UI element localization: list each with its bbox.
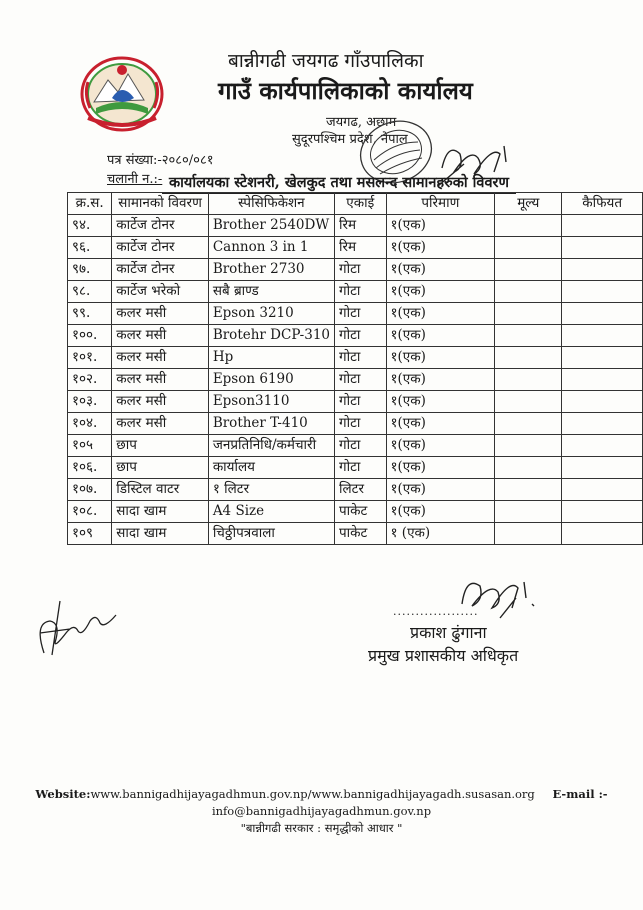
cell-unit: गोटा: [335, 369, 387, 391]
table-row: [68, 259, 643, 281]
cell-remarks: [562, 501, 643, 523]
cell-sn: १०४.: [68, 413, 112, 435]
office-name: गाउँ कार्यपालिकाको कार्यालय: [218, 76, 473, 105]
officer-title: प्रमुख प्रशासकीय अधिकृत: [368, 646, 519, 665]
table-row: [68, 215, 643, 237]
cell-item: छाप: [112, 457, 209, 479]
cell-unit: गोटा: [335, 457, 387, 479]
municipality-name: बान्नीगढी जयगढ गाँउपालिका: [228, 50, 424, 72]
cell-item: कार्टेज भरेको: [112, 281, 209, 303]
cell-remarks: [562, 237, 643, 259]
website-links[interactable]: www.bannigadhijayagadhmun.gov.np/www.bannigadhijayagadh.susasan.org: [90, 787, 535, 801]
cell-price: [495, 215, 562, 237]
cell-qty: १(एक): [386, 281, 495, 303]
cell-spec: Brother 2730: [208, 259, 334, 281]
cell-remarks: [562, 479, 643, 501]
cell-sn: १०९: [68, 523, 112, 545]
cell-item: कलर मसी: [112, 347, 209, 369]
cell-sn: १०५: [68, 435, 112, 457]
cell-qty: १ (एक): [386, 523, 495, 545]
cell-price: [495, 413, 562, 435]
cell-price: [495, 479, 562, 501]
table-row: [68, 281, 643, 303]
slogan: "बान्नीगढी सरकार : समृद्धीको आधार ": [240, 821, 403, 835]
email-address[interactable]: info@bannigadhijayagadhmun.gov.np: [211, 804, 432, 818]
table-row: [68, 237, 643, 259]
cell-unit: गोटा: [335, 259, 387, 281]
cell-price: [495, 303, 562, 325]
stationery-table: [67, 192, 643, 545]
signature-left-icon: [30, 593, 122, 661]
cell-item: कार्टेज टोनर: [112, 215, 209, 237]
col-header-sn: क्र.स.: [68, 193, 112, 215]
cell-remarks: [562, 347, 643, 369]
col-header-spec: स्पेसिफिकेशन: [208, 193, 334, 215]
table-row: [68, 369, 643, 391]
cell-remarks: [562, 413, 643, 435]
cell-price: [495, 237, 562, 259]
cell-unit: गोटा: [335, 413, 387, 435]
cell-unit: गोटा: [335, 303, 387, 325]
cell-spec: चिठ्ठीपत्रवाला: [208, 523, 334, 545]
cell-sn: ९८.: [68, 281, 112, 303]
cell-price: [495, 457, 562, 479]
cell-qty: १(एक): [386, 479, 495, 501]
table-row: [68, 391, 643, 413]
cell-spec: १ लिटर: [208, 479, 334, 501]
cell-unit: रिम: [335, 237, 387, 259]
cell-remarks: [562, 435, 643, 457]
cell-qty: १(एक): [386, 215, 495, 237]
cell-qty: १(एक): [386, 391, 495, 413]
cell-spec: Hp: [208, 347, 334, 369]
cell-remarks: [562, 281, 643, 303]
footer: [0, 786, 643, 837]
cell-spec: A4 Size: [208, 501, 334, 523]
cell-unit: गोटा: [335, 325, 387, 347]
cell-spec: जनप्रतिनिधि/कर्मचारी: [208, 435, 334, 457]
cell-sn: १०३.: [68, 391, 112, 413]
cell-sn: १०८.: [68, 501, 112, 523]
cell-spec: Cannon 3 in 1: [208, 237, 334, 259]
cell-unit: लिटर: [335, 479, 387, 501]
cell-item: कलर मसी: [112, 303, 209, 325]
cell-remarks: [562, 325, 643, 347]
table-row: [68, 523, 643, 545]
cell-unit: गोटा: [335, 391, 387, 413]
cell-spec: Epson 3210: [208, 303, 334, 325]
table-row: [68, 325, 643, 347]
table-row: [68, 347, 643, 369]
email-label: E-mail :-: [552, 787, 608, 801]
cell-sn: ९७.: [68, 259, 112, 281]
cell-remarks: [562, 259, 643, 281]
table-header-row: [68, 193, 643, 215]
table-row: [68, 501, 643, 523]
cell-unit: गोटा: [335, 347, 387, 369]
cell-price: [495, 281, 562, 303]
cell-remarks: [562, 391, 643, 413]
office-address: जयगढ, अछाम: [326, 115, 397, 130]
cell-qty: १(एक): [386, 325, 495, 347]
cell-unit: पाकेट: [335, 501, 387, 523]
cell-item: कलर मसी: [112, 391, 209, 413]
cell-sn: १००.: [68, 325, 112, 347]
cell-price: [495, 523, 562, 545]
cell-qty: १(एक): [386, 303, 495, 325]
cell-sn: १०६.: [68, 457, 112, 479]
cell-price: [495, 501, 562, 523]
website-label: Website:: [35, 787, 91, 801]
cell-remarks: [562, 457, 643, 479]
reference-number: पत्र संख्या:-२०८०/०८१: [107, 153, 214, 168]
cell-sn: ९४.: [68, 215, 112, 237]
table-row: [68, 303, 643, 325]
cell-remarks: [562, 215, 643, 237]
cell-remarks: [562, 303, 643, 325]
cell-spec: Brotehr DCP-310: [208, 325, 334, 347]
cell-price: [495, 369, 562, 391]
cell-sn: १०२.: [68, 369, 112, 391]
cell-qty: १(एक): [386, 435, 495, 457]
cell-spec: Brother 2540DW: [208, 215, 334, 237]
cell-item: सादा खाम: [112, 523, 209, 545]
cell-spec: सबै ब्राण्ड: [208, 281, 334, 303]
table-row: [68, 479, 643, 501]
cell-unit: गोटा: [335, 281, 387, 303]
cell-price: [495, 347, 562, 369]
col-header-item: सामानको विवरण: [112, 193, 209, 215]
cell-unit: गोटा: [335, 435, 387, 457]
cell-item: कलर मसी: [112, 325, 209, 347]
cell-remarks: [562, 369, 643, 391]
province-name: सुदूरपश्चिम प्रदेश, नेपाल: [292, 132, 408, 147]
table-title: कार्यालयका स्टेशनरी, खेलकुद तथा मसलन्द सामानहरुको विवरण: [162, 172, 516, 194]
col-header-remarks: कैफियत: [562, 193, 643, 215]
cell-item: कलर मसी: [112, 369, 209, 391]
cell-item: सादा खाम: [112, 501, 209, 523]
col-header-qty: परिमाण: [386, 193, 495, 215]
cell-unit: पाकेट: [335, 523, 387, 545]
cell-sn: ९६.: [68, 237, 112, 259]
cell-unit: रिम: [335, 215, 387, 237]
table-row: [68, 457, 643, 479]
cell-sn: १०७.: [68, 479, 112, 501]
dispatch-number: चलानी न.:-: [107, 172, 163, 187]
cell-item: डिस्टिल वाटर: [112, 479, 209, 501]
cell-sn: ९९.: [68, 303, 112, 325]
cell-qty: १(एक): [386, 369, 495, 391]
cell-item: कार्टेज टोनर: [112, 237, 209, 259]
cell-price: [495, 435, 562, 457]
cell-spec: कार्यालय: [208, 457, 334, 479]
cell-item: कलर मसी: [112, 413, 209, 435]
cell-qty: १(एक): [386, 457, 495, 479]
cell-price: [495, 325, 562, 347]
cell-qty: १(एक): [386, 259, 495, 281]
cell-price: [495, 391, 562, 413]
table-row: [68, 435, 643, 457]
cell-price: [495, 259, 562, 281]
cell-qty: १(एक): [386, 347, 495, 369]
col-header-price: मूल्य: [495, 193, 562, 215]
footer-contact-line: [0, 786, 643, 803]
signature-line: ...................: [393, 605, 479, 618]
cell-spec: Epson3110: [208, 391, 334, 413]
table-row: [68, 413, 643, 435]
cell-spec: Brother T-410: [208, 413, 334, 435]
cell-item: कार्टेज टोनर: [112, 259, 209, 281]
nepal-emblem-icon: [74, 52, 170, 134]
cell-qty: १(एक): [386, 501, 495, 523]
cell-spec: Epson 6190: [208, 369, 334, 391]
cell-remarks: [562, 523, 643, 545]
officer-name: प्रकाश ढुंगाना: [410, 623, 487, 642]
cell-qty: १(एक): [386, 413, 495, 435]
col-header-unit: एकाई: [335, 193, 387, 215]
cell-qty: १(एक): [386, 237, 495, 259]
cell-item: छाप: [112, 435, 209, 457]
cell-sn: १०१.: [68, 347, 112, 369]
